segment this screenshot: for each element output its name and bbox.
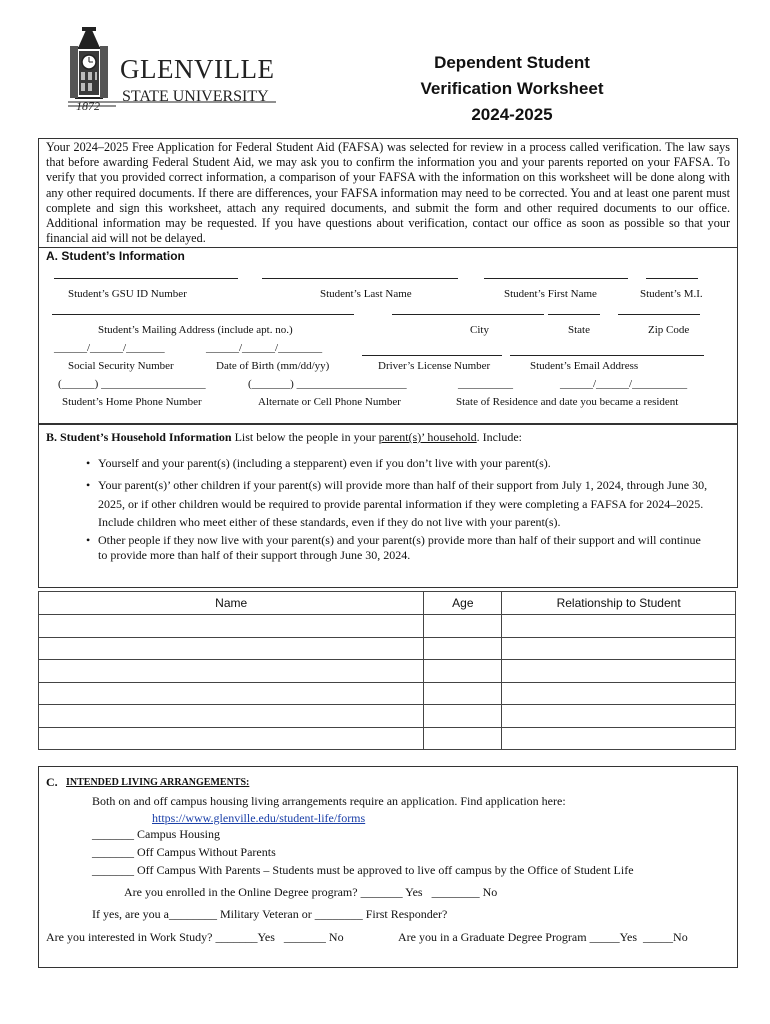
table-header-row bbox=[39, 592, 736, 615]
ssn-field[interactable]: ______/______/_______ bbox=[54, 342, 165, 354]
zip-field[interactable] bbox=[618, 314, 700, 315]
bullet-dot-icon: • bbox=[86, 533, 91, 547]
dob-field[interactable]: ______/______/________ bbox=[206, 342, 323, 354]
logo-wordmark-line2: STATE UNIVERSITY bbox=[122, 88, 269, 105]
intro-paragraph: Your 2024–2025 Free Application for Federal Student Aid (FAFSA) was selected for review in a process called verification. The law says that before awarding Federal Student Aid, we may ask you to confirm the information you and your parents reported on your FAFSA. To verify that you provided correct information, a comparison of your FAFSA with the information on this worksheet will be done along with any other required documents. If there are differences, your FAFSA information may need to be corrected. You and at least one parent must complete and sign this worksheet, attach any required documents, and submit the form and other required documents to our office. Additional information may be requested. If you have questions about verification, contact our office as soon as possible so that your financial aid will not be delayed. bbox=[46, 140, 730, 246]
mi-field[interactable] bbox=[646, 278, 698, 279]
age-cell[interactable] bbox=[424, 637, 502, 660]
section-b-text-2: . Include: bbox=[476, 430, 522, 444]
table-row bbox=[39, 682, 736, 705]
name-cell[interactable] bbox=[39, 660, 424, 683]
document-title bbox=[384, 50, 640, 128]
ssn-label: Social Security Number bbox=[68, 360, 174, 372]
section-c-letter: C. bbox=[46, 775, 58, 789]
logo-year: 1872 bbox=[76, 99, 100, 113]
state-label: State bbox=[568, 324, 590, 336]
email-field[interactable] bbox=[510, 355, 704, 356]
name-cell[interactable] bbox=[39, 727, 424, 750]
cell-phone-field[interactable]: (_______) ____________________ bbox=[248, 378, 407, 390]
name-cell[interactable] bbox=[39, 682, 424, 705]
table-row bbox=[39, 615, 736, 638]
section-b-underlined: parent(s)’ household bbox=[378, 430, 477, 444]
home-phone-label: Student’s Home Phone Number bbox=[62, 396, 202, 408]
relationship-cell[interactable] bbox=[502, 660, 736, 683]
relationship-column-header: Relationship to Student bbox=[502, 592, 736, 615]
city-field[interactable] bbox=[392, 314, 544, 315]
table-row bbox=[39, 727, 736, 750]
bullet-text: Your parent(s)’ other children if your parent(s) will provide more than half of their support from July 1, 2024, through June 30, 2025, or if other children would be required to provide parental information if they were completing a FAFSA for 2024–2025. Include children who meet either of these standards, even if they do not live with your parent(s). bbox=[98, 478, 708, 529]
age-cell[interactable] bbox=[424, 682, 502, 705]
last-name-field[interactable] bbox=[262, 278, 458, 279]
relationship-cell[interactable] bbox=[502, 682, 736, 705]
age-cell[interactable] bbox=[424, 705, 502, 728]
name-cell[interactable] bbox=[39, 705, 424, 728]
title-line-1: Dependent Student bbox=[434, 53, 590, 72]
application-link[interactable]: https://www.glenville.edu/student-life/forms bbox=[152, 811, 366, 825]
license-label: Driver’s License Number bbox=[378, 360, 491, 372]
divider bbox=[38, 247, 738, 248]
first-name-label: Student’s First Name bbox=[504, 288, 597, 300]
household-table bbox=[38, 591, 736, 750]
bullet-text: Yourself and your parent(s) (including a stepparent) even if you don’t live with your parent(s). bbox=[98, 456, 551, 470]
license-field[interactable] bbox=[362, 355, 502, 356]
gsu-id-label: Student’s GSU ID Number bbox=[68, 288, 187, 300]
university-logo bbox=[64, 26, 280, 112]
table-row bbox=[39, 637, 736, 660]
gsu-id-field[interactable] bbox=[54, 278, 238, 279]
email-label: Student’s Email Address bbox=[530, 360, 639, 372]
graduate-program-question[interactable]: Are you in a Graduate Degree Program _____Yes _____No bbox=[398, 930, 688, 944]
last-name-label: Student’s Last Name bbox=[320, 288, 412, 300]
first-name-field[interactable] bbox=[484, 278, 628, 279]
state-field[interactable] bbox=[548, 314, 600, 315]
campus-housing-option[interactable]: _______ Campus Housing bbox=[92, 827, 221, 841]
relationship-cell[interactable] bbox=[502, 637, 736, 660]
divider bbox=[38, 423, 738, 425]
residence-date-field[interactable]: ______/______/__________ bbox=[560, 378, 688, 390]
mailing-address-field[interactable] bbox=[52, 314, 354, 315]
relationship-cell[interactable] bbox=[502, 705, 736, 728]
table-row bbox=[39, 660, 736, 683]
table-row bbox=[39, 705, 736, 728]
relationship-cell[interactable] bbox=[502, 615, 736, 638]
section-a-heading: A. Student’s Information bbox=[46, 249, 185, 263]
mi-label: Student’s M.I. bbox=[640, 288, 703, 300]
home-phone-field[interactable]: (______) ___________________ bbox=[58, 378, 206, 390]
mailing-address-label: Student’s Mailing Address (include apt. no.) bbox=[98, 324, 293, 336]
name-cell[interactable] bbox=[39, 637, 424, 660]
military-question[interactable]: If yes, are you a________ Military Veteran or ________ First Responder? bbox=[92, 907, 448, 921]
age-cell[interactable] bbox=[424, 660, 502, 683]
section-b-text-1: List below the people in your bbox=[231, 430, 379, 444]
bullet-dot-icon: • bbox=[86, 456, 91, 470]
city-label: City bbox=[470, 324, 489, 336]
cell-phone-label: Alternate or Cell Phone Number bbox=[258, 396, 401, 408]
title-line-3: 2024-2025 bbox=[471, 105, 553, 124]
relationship-cell[interactable] bbox=[502, 727, 736, 750]
state-residence-field[interactable]: __________ bbox=[458, 378, 513, 390]
age-cell[interactable] bbox=[424, 615, 502, 638]
name-column-header: Name bbox=[39, 592, 424, 615]
age-cell[interactable] bbox=[424, 727, 502, 750]
bullet-text: Other people if they now live with your parent(s) and your parent(s) provide more than half of their support and will continue to provide more than half of their support through June 30, 2024. bbox=[98, 533, 701, 562]
section-b-title: B. Student’s Household Information bbox=[46, 430, 232, 444]
title-line-2: Verification Worksheet bbox=[420, 79, 604, 98]
dob-label: Date of Birth (mm/dd/yy) bbox=[216, 360, 330, 372]
list-item bbox=[86, 476, 712, 532]
zip-label: Zip Code bbox=[648, 324, 690, 336]
logo-wordmark-line1: GLENVILLE bbox=[120, 54, 275, 84]
section-c-intro: Both on and off campus housing living arrangements require an application. Find application here: bbox=[92, 794, 566, 808]
name-cell[interactable] bbox=[39, 615, 424, 638]
list-item bbox=[86, 454, 712, 473]
bullet-dot-icon: • bbox=[86, 478, 91, 492]
age-column-header: Age bbox=[424, 592, 502, 615]
online-degree-question[interactable]: Are you enrolled in the Online Degree program? _______ Yes ________ No bbox=[124, 885, 498, 899]
section-b-heading bbox=[46, 430, 522, 445]
work-study-question[interactable]: Are you interested in Work Study? _______Yes _______ No bbox=[46, 930, 344, 944]
residence-label: State of Residence and date you became a resident bbox=[456, 396, 679, 408]
off-campus-without-parents-option[interactable]: _______ Off Campus Without Parents bbox=[92, 845, 276, 859]
off-campus-with-parents-option[interactable]: _______ Off Campus With Parents – Students must be approved to live off campus by the Office of Student Life bbox=[92, 863, 634, 877]
list-item bbox=[86, 533, 712, 563]
section-c-heading: INTENDED LIVING ARRANGEMENTS: bbox=[66, 777, 250, 788]
